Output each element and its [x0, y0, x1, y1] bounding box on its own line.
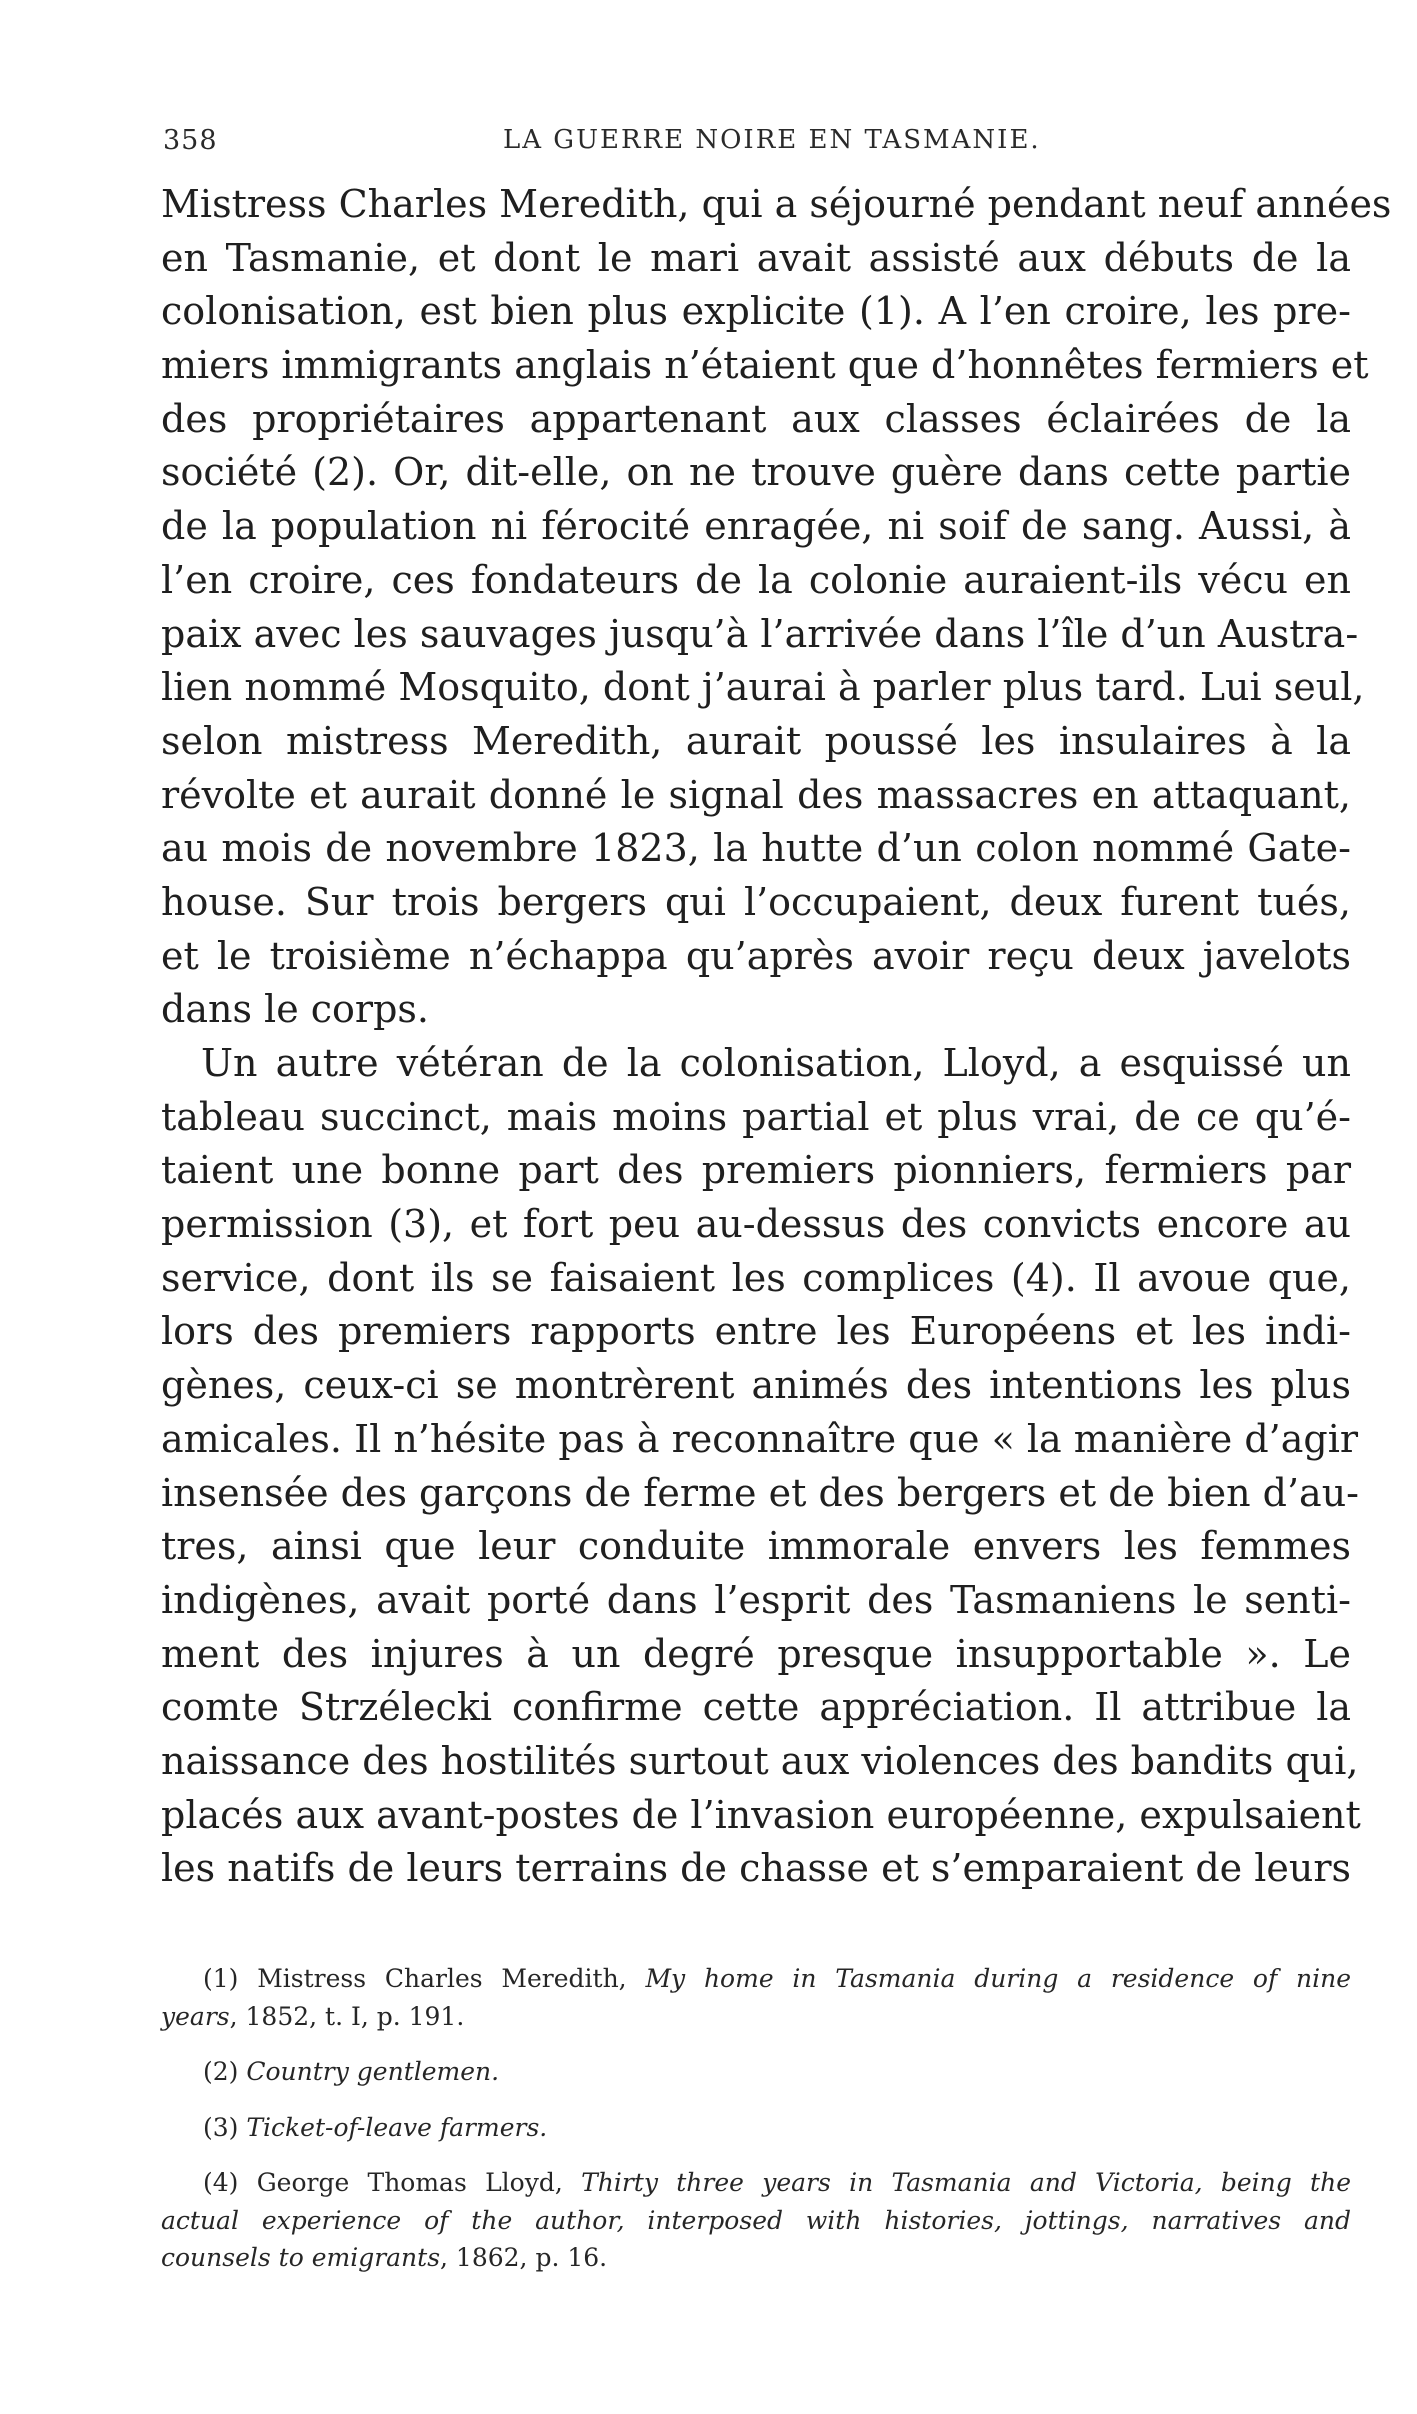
- text-line: amicales. Il n’hésite pas à reconnaître que « la manière d’agir: [161, 1416, 1359, 1461]
- text-line: gènes, ceux-ci se montrèrent animés des intentions les plus: [161, 1363, 1351, 1408]
- text-line: tableau succinct, mais moins partial et plus vrai, de ce qu’é-: [161, 1094, 1351, 1139]
- footnote-title: Thirty three years in Tasmania and Victoria, being the: [581, 2168, 1351, 2197]
- text-line: dans le corps.: [161, 987, 429, 1032]
- footnote-line: [161, 2239, 1351, 2277]
- text-line: taient une bonne part des premiers pionniers, fermiers par: [161, 1148, 1351, 1193]
- footnote-title: My home in Tasmania during a residence of nine: [645, 1964, 1352, 1993]
- footnote-line: [161, 2109, 1351, 2147]
- footnote-line: [161, 2053, 1351, 2091]
- footnote-reference: , 1862, p. 16.: [440, 2243, 608, 2272]
- running-head: [163, 125, 1053, 165]
- text-line: lien nommé Mosquito, dont j’aurai à parler plus tard. Lui seul,: [161, 665, 1365, 710]
- text-line: placés aux avant-postes de l’invasion européenne, expulsaient: [161, 1792, 1361, 1837]
- footnote-number: (2): [203, 2057, 247, 2086]
- text-line: colonisation, est bien plus explicite (1). A l’en croire, les pre-: [161, 289, 1351, 334]
- text-line: house. Sur trois bergers qui l’occupaient, deux furent tués,: [161, 879, 1351, 924]
- running-title: LA GUERRE NOIRE EN TASMANIE.: [503, 125, 1041, 155]
- footnote-title: actual experience of the author, interposed with histories, jottings, narratives and: [161, 2205, 1351, 2235]
- text-line: comte Strzélecki confirme cette appréciation. Il attribue la: [161, 1685, 1351, 1730]
- footnote-title: Ticket-of-leave farmers.: [246, 2112, 548, 2142]
- text-line: et le troisième n’échappa qu’après avoir reçu deux javelots: [161, 933, 1351, 978]
- text-line: révolte et aurait donné le signal des massacres en attaquant,: [161, 772, 1351, 817]
- page-number: 358: [163, 125, 218, 156]
- text-line: lors des premiers rapports entre les Européens et les indi-: [161, 1309, 1351, 1354]
- footnote-2: [161, 2053, 1351, 2091]
- footnote-reference: , 1852, t. I, p. 191.: [229, 2001, 465, 2031]
- footnote-author: (4) George Thomas Lloyd,: [203, 2168, 582, 2197]
- text-line: permission (3), et fort peu au-dessus des convicts encore au: [161, 1202, 1351, 1247]
- text-line: des propriétaires appartenant aux classes éclairées de la: [161, 396, 1351, 441]
- footnote-line: [161, 2202, 1351, 2240]
- footnote-number: (3): [203, 2112, 247, 2142]
- footnote-title: counsels to emigrants: [161, 2243, 441, 2272]
- text-line: les natifs de leurs terrains de chasse et s’emparaient de leurs: [161, 1846, 1351, 1891]
- footnote-4: [161, 2164, 1351, 2277]
- text-line: l’en croire, ces fondateurs de la colonie auraient-ils vécu en: [161, 557, 1351, 602]
- text-line: naissance des hostilités surtout aux violences des bandits qui,: [161, 1738, 1359, 1783]
- footnote-line: [161, 2164, 1351, 2202]
- text-line: ment des injures à un degré presque insupportable ». Le: [161, 1631, 1351, 1676]
- text-line: Un autre vétéran de la colonisation, Lloyd, a esquissé un: [201, 1041, 1351, 1085]
- text-line: selon mistress Meredith, aurait poussé les insulaires à la: [161, 718, 1351, 763]
- text-line: indigènes, avait porté dans l’esprit des Tasmaniens le senti-: [161, 1577, 1351, 1622]
- main-text: [161, 178, 1392, 1896]
- footnote-1: [161, 1960, 1351, 2035]
- text-line: tres, ainsi que leur conduite immorale envers les femmes: [161, 1524, 1351, 1569]
- text-line: miers immigrants anglais n’étaient que d’honnêtes fermiers et: [161, 343, 1369, 388]
- footnote-3: [161, 2109, 1351, 2147]
- footnote-title: Country gentlemen.: [246, 2057, 500, 2086]
- footnotes: [161, 1960, 1351, 2277]
- text-line: Mistress Charles Meredith, qui a séjourné pendant neuf années: [161, 182, 1392, 226]
- footnote-title: years: [161, 2001, 230, 2031]
- footnote-author: (1) Mistress Charles Meredith,: [203, 1964, 646, 1993]
- text-line: paix avec les sauvages jusqu’à l’arrivée dans l’île d’un Austra-: [161, 611, 1359, 656]
- footnote-line: [161, 1960, 1351, 1998]
- footnote-line: [161, 1998, 1351, 2036]
- text-line: de la population ni férocité enragée, ni soif de sang. Aussi, à: [161, 504, 1351, 549]
- text-line: insensée des garçons de ferme et des bergers et de bien d’au-: [161, 1470, 1360, 1515]
- text-line: société (2). Or, dit-elle, on ne trouve guère dans cette partie: [161, 450, 1351, 495]
- text-line: service, dont ils se faisaient les complices (4). Il avoue que,: [161, 1255, 1351, 1300]
- text-line: au mois de novembre 1823, la hutte d’un colon nommé Gate-: [161, 826, 1351, 871]
- text-line: en Tasmanie, et dont le mari avait assisté aux débuts de la: [161, 235, 1351, 280]
